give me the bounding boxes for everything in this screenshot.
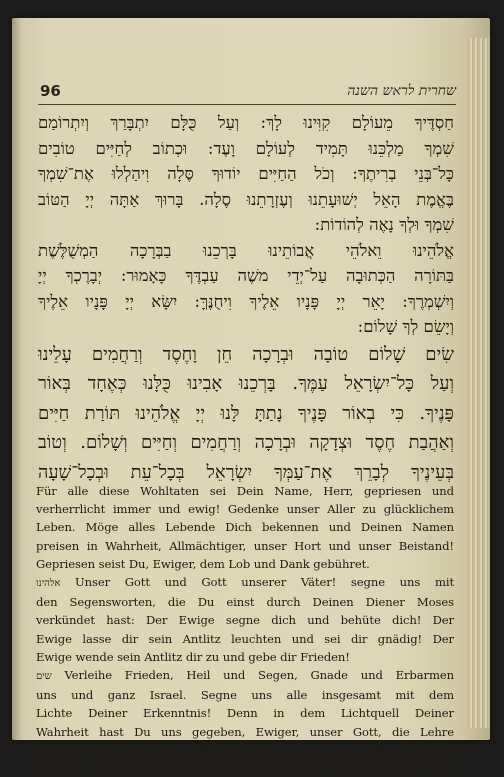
german-line: gefallen, zu segnen Dein Volk Israel zu jeder Zeit und zu jeder [36, 761, 454, 776]
german-paragraph-2 [36, 573, 454, 666]
hebrew-line: פָּנֶיךָ. כִּי בְאוֹר פָּנֶיךָ נָתַתָּ לָּנוּ יְיָ אֱלֹהֵינוּ תּוֹרַת חַיִּים [38, 402, 454, 424]
hebrew-line: כָּל־בְּנֵי בְרִיתֶךָ: וְכֹל הַחַיִּים יוֹדוּךָ סֶּלָה וִיהַלְלוּ אֶת־שִׁמְךָ [38, 164, 454, 183]
german-line: des Lebens und der Menschenliebe. Und so möge es Dir [36, 742, 454, 757]
german-line: verkündet hast: Der Ewige segne dich und behüte dich! Der [36, 613, 454, 628]
german-paragraph-3 [36, 666, 454, 777]
german-line [36, 573, 454, 593]
running-title: שחרית לראש השנה [347, 83, 456, 99]
gutter-shadow [12, 18, 22, 740]
german-line: Gepriesen seist Du, Ewiger, dem Lob und Dank gebühret. [36, 556, 370, 571]
german-line: den Segensworten, die Du einst durch Deinen Diener Moses [36, 595, 454, 610]
hebrew-paragraph-1 [38, 110, 454, 238]
german-line: verherrlicht immer und ewig! Gedenke unser Aller zu glücklichem [36, 502, 454, 517]
german-line: preisen in Wahrheit, Allmächtiger, unser Hort und unser Beistand! [36, 538, 454, 553]
hebrew-line: וְיִשְׁמְרֶךָ: יָאֵר יְיָ פָּנָיו אֵלֶיךָ וִיחֻנֶּךָּ: יִשָּׂא יְיָ פָּנָיו אֵלֶיךָ [38, 291, 454, 311]
hebrew-line: וְאַהֲבַת חֶסֶד וּצְדָקָה וּבְרָכָה וְרַחֲמִים וְחַיִּים וְשָׁלוֹם. וְטוֹב [38, 432, 454, 453]
hebrew-paragraph-2 [38, 238, 454, 340]
german-line: Wahrheit hast Du uns gegeben, Ewiger, unser Gott, die Lehre [36, 724, 454, 739]
hebrew-line: חַסְדֶּיךָ מֵעוֹלָם קִוִּינוּ לָךְ: וְעַל כֻּלָּם יִתְבָּרַךְ וְיִתְרוֹמַם [38, 113, 454, 132]
header-rule [38, 104, 456, 105]
german-line: Lichte Deiner Erkenntnis! Denn in dem Lichtquell Deiner [36, 706, 454, 721]
german-line: Ewige lasse dir sein Antlitz leuchten und sei dir gnädig! Der [36, 631, 454, 646]
hebrew-line: וְעַל כָּל־יִשְׂרָאֵל עַמֶּךָ. בָּרְכֵנוּ אָבִינוּ כֻּלָּנוּ כְּאֶחָד בְּאוֹר [38, 373, 454, 394]
german-translation [36, 482, 454, 777]
hebrew-paragraph-3 [38, 340, 454, 488]
hebrew-line: בַּתּוֹרָה הַכְּתוּבָה עַל־יְדֵי משֶׁה עַבְדֶּךָ כָּאָמוּר: יְבָרֶכְךָ יְיָ [38, 266, 454, 285]
german-line: Leben. Möge alles Lebende Dich bekennen und Deinen Namen [36, 520, 454, 535]
hebrew-incipit: שים [36, 671, 52, 683]
german-line-text: Verleihe Frieden, Heil und Segen, Gnade und Erbarmen [64, 668, 454, 683]
page-number: 96 [40, 82, 61, 100]
page-edges [468, 38, 490, 728]
hebrew-line: שִׁמְךָ מַלְכֵּנוּ תָּמִיד לְעוֹלָם וָעֶד: וּכְתוֹב לְחַיִּים טוֹבִים [38, 138, 454, 158]
german-line: uns und ganz Israel. Segne uns alle insgesamt mit dem [36, 688, 454, 703]
hebrew-line: וְיָשֵׂם לְךָ שָׁלוֹם: [357, 317, 454, 336]
page-header [40, 76, 456, 100]
german-line: Ewige wende sein Antlitz dir zu und gebe dir Frieden! [36, 649, 350, 664]
hebrew-incipit: אלהינו [36, 578, 61, 590]
hebrew-line: בְּעֵינֶיךָ לְבָרֵךְ אֶת־עַמְּךָ יִשְׂרָאֵל בְּכָל־עֵת וּבְכָל־שָׁעָה [38, 461, 454, 483]
hebrew-line: אֱלֹהֵינוּ וֵאלֹהֵי אֲבוֹתֵינוּ בָּרְכֵנוּ בַבְּרָכָה הַמְשֻׁלֶּשֶׁת [38, 240, 454, 260]
german-line-text: Unser Gott und Gott unserer Väter! segne uns mit [74, 575, 454, 590]
german-paragraph-1 [36, 482, 454, 573]
hebrew-line: בֶּאֱמֶת הָאֵל יְשׁוּעָתֵנוּ וְעֶזְרָתֵנוּ סֶלָה. בָּרוּךְ אַתָּה יְיָ הַטּוֹב [38, 189, 454, 209]
hebrew-line: שִׁמְךָ וּלְךָ נָאֶה לְהוֹדוֹת: [314, 215, 454, 234]
hebrew-text [38, 110, 454, 487]
german-line [36, 666, 454, 686]
hebrew-line: שִׂים שָׁלוֹם טוֹבָה וּבְרָכָה חֵן וָחֶסֶד וְרַחֲמִים עָלֵינוּ [38, 343, 454, 365]
german-line: Für alle diese Wohltaten sei Dein Name, Herr, gepriesen und [36, 484, 454, 498]
book-page [12, 18, 490, 776]
